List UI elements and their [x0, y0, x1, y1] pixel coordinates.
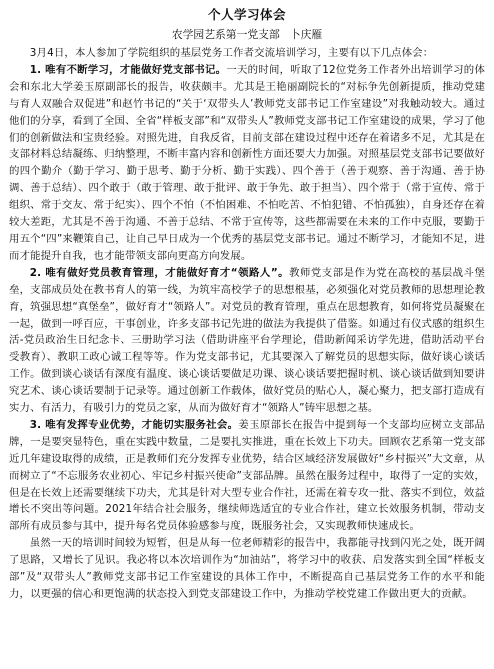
- paragraph-conclusion: [9, 535, 485, 603]
- paragraph-point-2: [9, 265, 485, 417]
- paragraph-intro-text: 3月4日，本人参加了学院组织的基层党务工作者交流培训学习，主要有以下几点体会：: [29, 47, 434, 59]
- document-byline: [9, 27, 485, 43]
- paragraph-point-3-text: 姜玉原部长在报告中提到每一个支部均应树立支部品牌，一是要突显特色，重在实践中数量，二是要扎实推进，重在长效上下功夫。回顾农艺系第一党支部近几年建设取得的成绩，正是教师们充分发挥专业优势，结合区域经济发展做好“乡村振兴”大文章，从而树立了“不忘服务农业初心、牢记乡村振兴使命”支部品牌。虽然在服务过程中，取得了一定的实效，但是在长效上还需要继续下功夫，尤其是针对大型专业合作社，还需在着专攻一批、落实不到位，效益增长不突出等问题。2021年结合社会服务，继续师选适宜的专业合作社，建立长效服务机制，带动支部所有成员参与其中，提升每名党员体验感参与度，既服务社会，又实现教师快速成长。: [9, 418, 485, 533]
- paragraph-conclusion-text: 虽然一天的培训时间较为短暂，但是从每一位老师精彩的报告中，我都能寻找到闪光之处，既开阔了思路，又增长了见识。我必将以本次培训作为“加油站”，将学习中的收获、启发落实到全国“样板支部”及“双带头人”教师党支部书记工作室建设的具体工作中，不断提高自己基层党务工作的水平和能力，以更强的信心和更饱满的状态投入到党支部建设工作中，为推动学校党建工作做出更大的贡献。: [9, 537, 485, 600]
- author-unit: 农学园艺系第一党支部: [171, 28, 280, 41]
- paragraph-point-3: [9, 417, 485, 535]
- document-title: 个人学习体会: [207, 7, 286, 22]
- paragraph-point-1-heading: 1. 唯有不断学习，才能做好党支部书记。: [29, 63, 227, 76]
- paragraph-point-2-heading: 2. 唯有做好党员教育管理，才能做好育才“领路人”。: [29, 266, 290, 279]
- paragraph-point-1: [9, 62, 485, 265]
- paragraph-point-3-heading: 3. 唯有发挥专业优势，才能切实服务社会。: [29, 418, 239, 431]
- paragraph-intro: [9, 45, 485, 62]
- paragraph-point-2-text: 教师党支部是作为党在高校的基层战斗堡垒，支部成员处在教书育人的第一线，为筑牢高校学子的思想根基，必须强化对党员教师的思想理论教育，筑强思想“真堡垒”，做好育才“领路人”。对党员的教育管理，重点在思想教育，如何将党员凝聚在一起，做到一呼百应，干事创业，许多支部书记先进的做法为我提供了借鉴。如通过有仪式感的组织生活-党员政治生日纪念卡、三册助学习法（借助讲座平台学理论，借助新闻采访学先进，借助活动平台受教育）、教职工政心诚工程等等。作为党支部书记，尤其要深入了解党员的思想实际，做好谈心谈话工作。做到谈心谈话有深度有温度、谈心谈话要做足功课、谈心谈话要把握时机、谈心谈话做到知要讲究艺术、谈心谈话要制于记录等。通过创新工作载体，做好党员的贴心人，凝心聚力，把支部打造成有实力、有活力，有吸引力的党员之家，从而为做好育才“领路人”铸牢思想之基。: [9, 266, 485, 415]
- paragraph-point-1-text: 一天的时间，听取了12位党务工作者外出培训学习的体会和东北大学姜玉原副部长的报告，收获颇丰。尤其是王艳丽副院长的“对标争先创新提质，推动党建与育人双融合双促进”和赵竹书记的“关于‘双带头人’教师党支部书记工作室建设”对我触动较大。通过他们的分享，看到了全国、全省“样板支部”和“双带头人”教师党支部书记工作室建设的成果，学习了他们的创新做法和宝贵经验。对照先进，自我反省，目前支部在建设过程中还存在着诸多不足，尤其是在支部材料总结凝练、归纳整理，不断丰富内容和创新性方面还要大力加强。对照基层党支部书记要做好的四个勤介（勤于学习、勤于思考、勤于分析、勤于实践）、四个善于（善于观察、善于沟通、善于协调、善于总结）、四个敢于（敢于管理、敢于批评、敢于争先、敢于担当）、四个常于（常于宣传、常于组织、常于交友、常于纪实）、四个不怕（不怕困难、不怕吃苦、不怕犯错、不怕孤独），自身还存在着较大差距，尤其是不善于沟通、不善于总结、不常于宣传等，这些都需要在未来的工作中克服，要勤于用五个“四”来鞭策自己，让自己早日成为一个优秀的基层党支部书记。通过不断学习，才能知不足，进而才能提升自我，也才能带领支部向更高方向发展。: [9, 63, 485, 262]
- author-name: 卜庆雁: [289, 28, 323, 41]
